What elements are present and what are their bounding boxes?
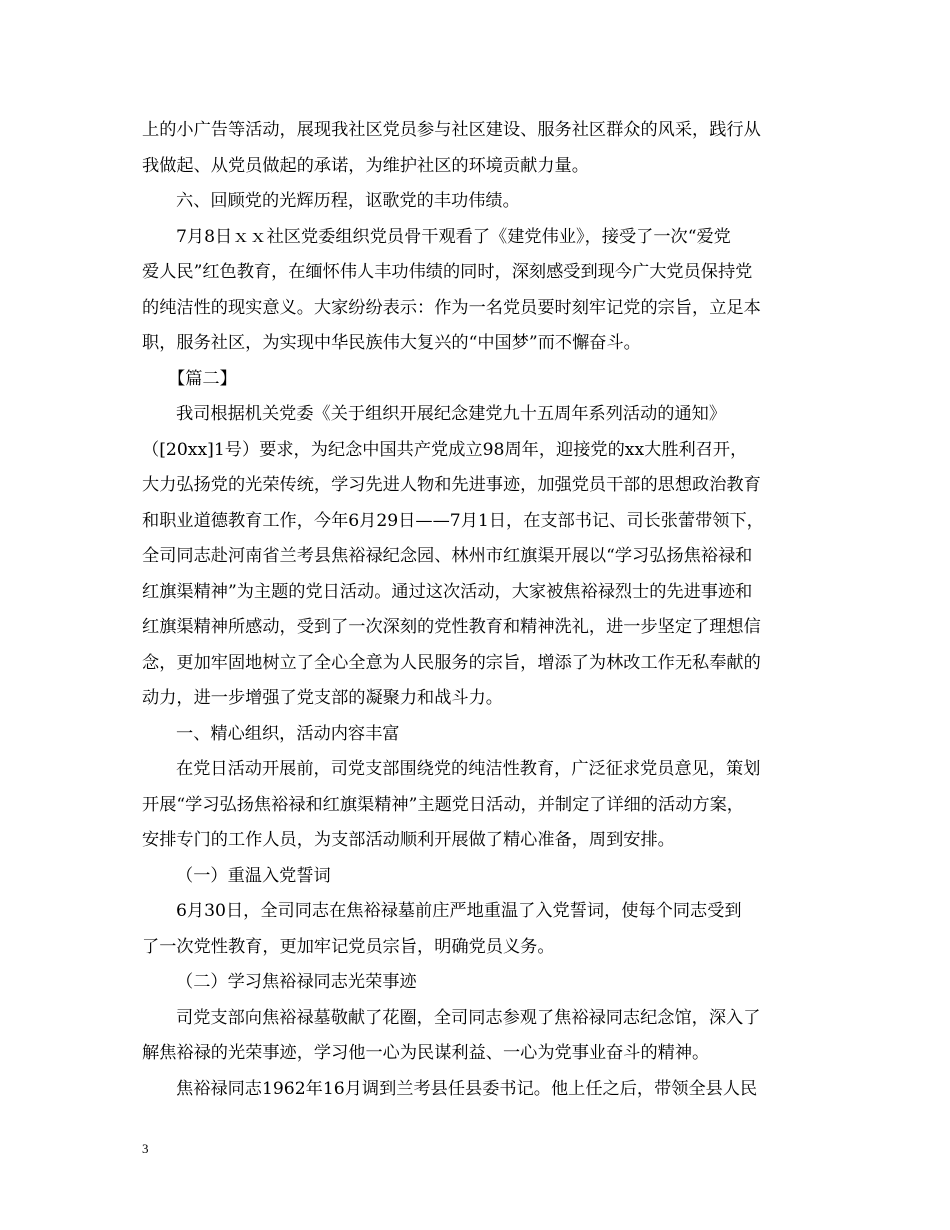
paragraph-oath (142, 894, 812, 965)
subsection-heading-study (142, 965, 812, 1001)
paragraph-notice-summary (142, 397, 812, 717)
paragraph-preparation (142, 752, 812, 859)
text-line: 6月30日，全司同志在焦裕禄墓前庄严地重温了入党誓词，使每个同志受到 (176, 901, 742, 921)
article-heading-part-two (142, 362, 812, 398)
text-line: 了一次党性教育，更加牢记党员宗旨，明确党员义务。 (142, 936, 555, 957)
text-line: （[20xx]1号）要求，为纪念中国共产党成立98周年，迎接党的xx大胜利召开， (142, 439, 748, 460)
text-line: 我做起、从党员做起的承诺，为维护社区的环境贡献力量。 (142, 155, 589, 176)
text-line: 的纯洁性的现实意义。大家纷纷表示：作为一名党员要时刻牢记党的宗旨，立足本 (142, 297, 761, 318)
document-body (142, 113, 812, 1107)
text-line: 红旗渠精神所感动，受到了一次深刻的党性教育和精神洗礼，进一步坚定了理想信 (142, 617, 761, 637)
text-line: 全司同志赴河南省兰考县焦裕禄纪念园、林州市红旗渠开展以“学习弘扬焦裕禄和 (142, 546, 753, 566)
section-heading-one (142, 717, 812, 753)
text-line: 司党支部向焦裕禄墓敬献了花圈，全司同志参观了焦裕禄同志纪念馆，深入了 (176, 1007, 761, 1028)
text-line: 我司根据机关党委《关于组织开展纪念建党九十五周年系列活动的通知》 (176, 404, 727, 424)
text-line: 爱人民”红色教育，在缅怀伟人丰功伟绩的同时，深刻感受到现今广大党员保持党 (142, 262, 753, 282)
text-line: 大力弘扬党的光荣传统，学习先进人物和先进事迹，加强党员干部的思想政治教育 (142, 475, 761, 495)
paragraph-community-activity (142, 113, 812, 184)
text-line: 和职业道德教育工作，今年6月29日——7月1日，在支部书记、司长张蕾带领下， (142, 510, 764, 531)
text-line: 在党日活动开展前，司党支部围绕党的纯洁性教育，广泛征求党员意见，策划 (176, 759, 761, 779)
text-line: 上的小广告等活动，展现我社区党员参与社区建设、服务社区群众的风采，践行从 (142, 120, 761, 140)
text-line: 念，更加牢固地树立了全心全意为人民服务的宗旨，增添了为林改工作无私奉献的 (142, 652, 761, 673)
text-line: （一）重温入党誓词 (176, 865, 331, 886)
text-line: 职，服务社区，为实现中华民族伟大复兴的“中国梦”而不懈奋斗。 (142, 333, 641, 353)
paragraph-july-8 (142, 220, 812, 362)
text-line: 一、精心组织，活动内容丰富 (176, 723, 400, 744)
section-heading-six (142, 184, 812, 220)
text-line: 解焦裕禄的光荣事迹，学习他一心为民谋利益、一心为党事业奋斗的精神。 (142, 1043, 710, 1063)
text-line: 焦裕禄同志1962年16月调到兰考县任县委书记。他上任之后，带领全县人民 (176, 1078, 758, 1099)
text-line: 六、回顾党的光辉历程，讴歌党的丰功伟绩。 (176, 191, 520, 211)
text-line: 动力，进一步增强了党支部的凝聚力和战斗力。 (142, 688, 503, 708)
subsection-heading-oath (142, 859, 812, 895)
text-line: （二）学习焦裕禄同志光荣事迹 (176, 972, 417, 992)
text-line: 安排专门的工作人员，为支部活动顺利开展做了精心准备，周到安排。 (142, 830, 675, 850)
text-line: 7月8日ｘｘ社区党委组织党员骨干观看了《建党伟业》，接受了一次“爱党 (176, 226, 731, 247)
page-number: 3 (142, 1141, 149, 1156)
text-line: 开展“学习弘扬焦裕禄和红旗渠精神”主题党日活动，并制定了详细的活动方案， (142, 794, 744, 815)
text-line: 红旗渠精神”为主题的党日活动。通过这次活动，大家被焦裕禄烈士的先进事迹和 (142, 581, 753, 602)
paragraph-memorial (142, 1001, 812, 1072)
paragraph-biography (142, 1072, 812, 1108)
text-line: 【篇二】 (168, 368, 237, 389)
